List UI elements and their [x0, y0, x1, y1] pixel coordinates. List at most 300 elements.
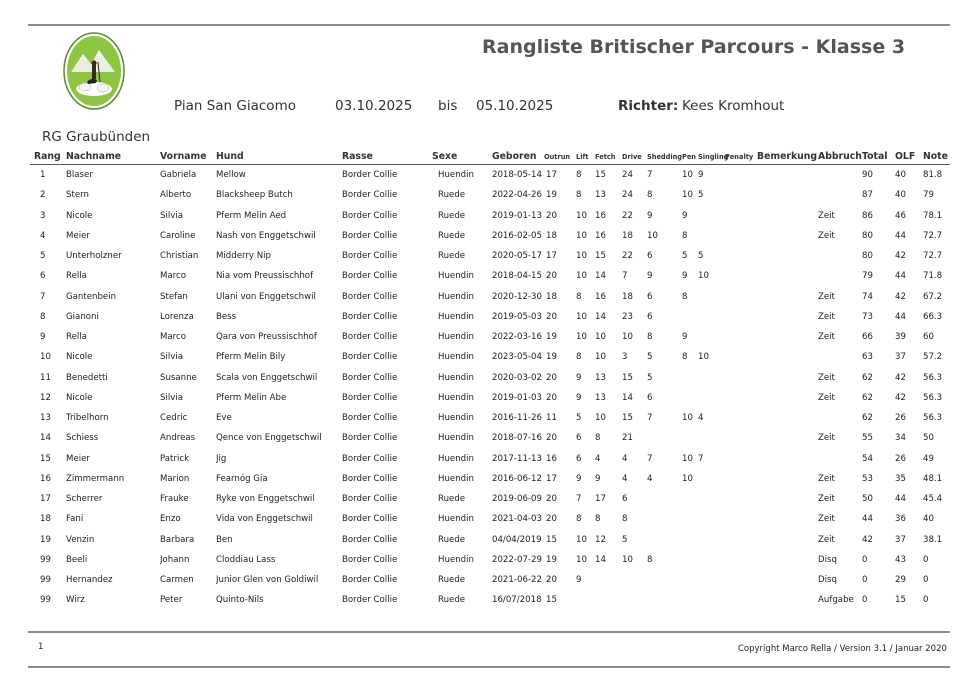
cell-sexe: Ruede — [438, 575, 466, 586]
cell-sexe: Huendin — [438, 372, 474, 383]
cell-pen: 8 — [682, 291, 688, 302]
cell-note: 40 — [923, 514, 934, 525]
cell-rasse: Border Collie — [342, 392, 398, 403]
event-location: Pian San Giacomo — [174, 98, 296, 114]
cell-note: 0 — [923, 575, 929, 586]
cell-shedding: 9 — [647, 271, 653, 282]
cell-geboren: 2019-01-13 — [492, 210, 542, 221]
cell-note: 81.8 — [923, 170, 943, 181]
cell-singling: 10 — [698, 271, 709, 282]
cell-singling — [698, 307, 725, 327]
cell-vorname: Alberto — [160, 190, 192, 201]
cell-vorname: Silvia — [160, 210, 183, 221]
cell-shedding: 7 — [647, 170, 653, 181]
cell-rang: 8 — [40, 311, 46, 322]
cell-rasse: Border Collie — [342, 433, 398, 444]
cell-drive: 14 — [622, 392, 633, 403]
cell-fetch: 13 — [595, 372, 606, 383]
cell-olf: 42 — [895, 291, 906, 302]
cell-nachname: Nicole — [66, 352, 93, 363]
cell-sexe: Ruede — [438, 230, 466, 241]
cell-nachname: Blaser — [66, 170, 93, 181]
cell-abbruch: Zeit — [818, 291, 835, 302]
cell-rasse: Border Collie — [342, 210, 398, 221]
cell-hund: Ryke von Enggetschwil — [216, 494, 315, 505]
cell-rang: 11 — [40, 372, 51, 383]
cell-sexe: Huendin — [438, 291, 474, 302]
cell-singling — [698, 287, 725, 307]
cell-lift: 6 — [576, 433, 582, 444]
cell-penalty — [725, 428, 757, 448]
cell-fetch: 10 — [595, 413, 606, 424]
cell-hund: Jig — [216, 453, 227, 464]
cell-vorname: Silvia — [160, 352, 183, 363]
cell-outrun: 20 — [546, 392, 557, 403]
cell-hund: Pferm Melin Bily — [216, 352, 286, 363]
cell-penalty — [725, 307, 757, 327]
cell-lift: 10 — [576, 251, 587, 262]
cell-lift: 8 — [576, 170, 582, 181]
cell-note: 57.2 — [923, 352, 943, 363]
cell-bemerkung — [757, 469, 818, 489]
cell-outrun: 17 — [546, 473, 557, 484]
cell-penalty — [725, 287, 757, 307]
cell-drive: 4 — [622, 473, 628, 484]
col-geboren: Geboren — [492, 149, 544, 165]
cell-bemerkung — [757, 388, 818, 408]
cell-hund: Quinto-Nils — [216, 595, 264, 606]
cell-pen — [682, 428, 698, 448]
cell-sexe: Ruede — [438, 595, 466, 606]
cell-drive: 6 — [622, 494, 628, 505]
cell-outrun: 15 — [546, 534, 557, 545]
cell-outrun: 19 — [546, 332, 557, 343]
cell-pen — [682, 550, 698, 570]
table-row — [30, 266, 950, 286]
cell-lift: 9 — [576, 473, 582, 484]
table-row — [30, 570, 950, 590]
cell-pen — [682, 368, 698, 388]
cell-note: 78.1 — [923, 210, 943, 221]
cell-sexe: Huendin — [438, 514, 474, 525]
cell-lift: 8 — [576, 352, 582, 363]
col-pen: Pen — [682, 149, 698, 165]
cell-geboren: 2020-05-17 — [492, 251, 542, 262]
table-row — [30, 185, 950, 205]
cell-vorname: Peter — [160, 595, 183, 606]
col-sexe: Sexe — [432, 149, 492, 165]
cell-geboren: 2016-02-05 — [492, 230, 542, 241]
cell-hund: Pferm Melin Abe — [216, 392, 287, 403]
col-drive: Drive — [622, 149, 647, 165]
cell-penalty — [725, 530, 757, 550]
cell-olf: 44 — [895, 271, 906, 282]
col-singling: Singling — [698, 149, 725, 165]
cell-bemerkung — [757, 165, 818, 186]
cell-bemerkung — [757, 185, 818, 205]
cell-nachname: Beeli — [66, 554, 88, 565]
cell-hund: Pferm Melin Aed — [216, 210, 287, 221]
cell-fetch: 15 — [595, 251, 606, 262]
cell-total: 62 — [862, 392, 873, 403]
cell-note: 72.7 — [923, 251, 943, 262]
cell-bemerkung — [757, 530, 818, 550]
cell-note: 49 — [923, 453, 934, 464]
table-row — [30, 307, 950, 327]
cell-olf: 42 — [895, 392, 906, 403]
cell-drive — [622, 570, 647, 590]
cell-olf: 40 — [895, 170, 906, 181]
cell-rasse: Border Collie — [342, 554, 398, 565]
table-row — [30, 206, 950, 226]
cell-abbruch — [818, 408, 862, 428]
cell-note: 0 — [923, 554, 929, 565]
cell-bemerkung — [757, 327, 818, 347]
cell-olf: 40 — [895, 190, 906, 201]
cell-nachname: Gantenbein — [66, 291, 117, 302]
cell-nachname: Nicole — [66, 210, 93, 221]
cell-fetch: 10 — [595, 352, 606, 363]
cell-rang: 4 — [40, 230, 46, 241]
cell-penalty — [725, 590, 757, 610]
cell-outrun: 20 — [546, 514, 557, 525]
copyright: Copyright Marco Rella / Version 3.1 / Januar 2020 — [738, 644, 947, 654]
cell-singling — [698, 530, 725, 550]
cell-singling — [698, 489, 725, 509]
cell-fetch: 16 — [595, 291, 606, 302]
cell-outrun: 20 — [546, 311, 557, 322]
cell-drive: 24 — [622, 170, 633, 181]
col-rang: Rang — [30, 149, 66, 165]
cell-hund: Mellow — [216, 170, 246, 181]
cell-rang: 12 — [40, 392, 51, 403]
table-row — [30, 489, 950, 509]
cell-note: 0 — [923, 595, 929, 606]
cell-rang: 99 — [40, 575, 51, 586]
table-row — [30, 226, 950, 246]
cell-vorname: Stefan — [160, 291, 188, 302]
cell-pen — [682, 307, 698, 327]
cell-abbruch: Zeit — [818, 372, 835, 383]
cell-outrun: 19 — [546, 352, 557, 363]
cell-nachname: Nicole — [66, 392, 93, 403]
cell-nachname: Scherrer — [66, 494, 103, 505]
cell-penalty — [725, 266, 757, 286]
cell-abbruch: Aufgabe — [818, 595, 854, 606]
cell-total: 0 — [862, 554, 868, 565]
cell-sexe: Ruede — [438, 210, 466, 221]
cell-bemerkung — [757, 509, 818, 529]
cell-pen — [682, 509, 698, 529]
cell-pen — [682, 489, 698, 509]
cell-rang: 15 — [40, 453, 51, 464]
cell-singling — [698, 509, 725, 529]
table-row — [30, 469, 950, 489]
cell-singling — [698, 550, 725, 570]
cell-abbruch — [818, 185, 862, 205]
cell-hund: Cloddiau Lass — [216, 554, 276, 565]
cell-outrun: 17 — [546, 170, 557, 181]
cell-olf: 46 — [895, 210, 906, 221]
cell-abbruch — [818, 165, 862, 186]
cell-singling — [698, 206, 725, 226]
cell-vorname: Marco — [160, 271, 187, 282]
col-olf: OLF — [895, 149, 923, 165]
table-row — [30, 368, 950, 388]
cell-sexe: Huendin — [438, 413, 474, 424]
cell-geboren: 2021-06-22 — [492, 575, 542, 586]
cell-note: 60 — [923, 332, 934, 343]
cell-penalty — [725, 327, 757, 347]
cell-rasse: Border Collie — [342, 190, 398, 201]
cell-penalty — [725, 388, 757, 408]
cell-drive: 4 — [622, 453, 628, 464]
cell-drive: 15 — [622, 372, 633, 383]
cell-sexe: Huendin — [438, 271, 474, 282]
cell-total: 53 — [862, 473, 873, 484]
cell-drive: 10 — [622, 332, 633, 343]
cell-lift: 10 — [576, 230, 587, 241]
cell-singling: 7 — [698, 453, 704, 464]
cell-abbruch: Zeit — [818, 534, 835, 545]
cell-pen — [682, 570, 698, 590]
cell-rasse: Border Collie — [342, 291, 398, 302]
cell-olf: 37 — [895, 534, 906, 545]
cell-fetch: 8 — [595, 514, 601, 525]
cell-penalty — [725, 206, 757, 226]
cell-abbruch — [818, 266, 862, 286]
cell-shedding: 5 — [647, 352, 653, 363]
cell-shedding: 5 — [647, 372, 653, 383]
cell-note: 66.3 — [923, 311, 943, 322]
cell-rang: 6 — [40, 271, 46, 282]
cell-hund: Eve — [216, 413, 232, 424]
cell-drive: 18 — [622, 230, 633, 241]
cell-pen — [682, 388, 698, 408]
cell-geboren: 2019-05-03 — [492, 311, 542, 322]
cell-olf: 29 — [895, 575, 906, 586]
cell-singling — [698, 570, 725, 590]
cell-bemerkung — [757, 368, 818, 388]
cell-abbruch: Zeit — [818, 332, 835, 343]
cell-lift: 9 — [576, 372, 582, 383]
cell-rang: 7 — [40, 291, 46, 302]
cell-bemerkung — [757, 287, 818, 307]
cell-outrun: 15 — [546, 595, 557, 606]
cell-geboren: 2023-05-04 — [492, 352, 542, 363]
cell-shedding — [647, 428, 682, 448]
cell-fetch: 9 — [595, 473, 601, 484]
cell-shedding: 8 — [647, 190, 653, 201]
cell-lift: 10 — [576, 534, 587, 545]
bottom-rule — [28, 631, 950, 633]
cell-vorname: Barbara — [160, 534, 195, 545]
cell-outrun: 20 — [546, 372, 557, 383]
cell-bemerkung — [757, 266, 818, 286]
cell-total: 0 — [862, 575, 868, 586]
cell-drive: 21 — [622, 433, 633, 444]
cell-olf: 36 — [895, 514, 906, 525]
cell-rasse: Border Collie — [342, 514, 398, 525]
cell-abbruch: Zeit — [818, 433, 835, 444]
cell-rasse: Border Collie — [342, 494, 398, 505]
cell-geboren: 2016-11-26 — [492, 413, 542, 424]
cell-total: 66 — [862, 332, 873, 343]
cell-penalty — [725, 347, 757, 367]
cell-pen — [682, 590, 698, 610]
cell-olf: 43 — [895, 554, 906, 565]
cell-nachname: Rella — [66, 271, 87, 282]
cell-geboren: 2018-05-14 — [492, 170, 542, 181]
cell-penalty — [725, 570, 757, 590]
cell-penalty — [725, 509, 757, 529]
cell-hund: Scala von Enggetschwil — [216, 372, 318, 383]
results-table — [30, 149, 950, 611]
cell-note: 72.7 — [923, 230, 943, 241]
cell-hund: Midderry Nip — [216, 251, 272, 262]
cell-geboren: 2016-06-12 — [492, 473, 542, 484]
table-row — [30, 246, 950, 266]
cell-total: 63 — [862, 352, 873, 363]
table-row — [30, 165, 950, 186]
cell-abbruch: Zeit — [818, 230, 835, 241]
cell-outrun: 17 — [546, 251, 557, 262]
cell-geboren: 2022-07-29 — [492, 554, 542, 565]
cell-sexe: Huendin — [438, 453, 474, 464]
cell-total: 44 — [862, 514, 873, 525]
cell-drive: 15 — [622, 413, 633, 424]
cell-shedding: 8 — [647, 332, 653, 343]
cell-outrun: 19 — [546, 554, 557, 565]
cell-lift: 9 — [576, 392, 582, 403]
cell-total: 73 — [862, 311, 873, 322]
cell-sexe: Huendin — [438, 473, 474, 484]
col-lift: Lift — [576, 149, 595, 165]
cell-vorname: Andreas — [160, 433, 196, 444]
cell-nachname: Stern — [66, 190, 89, 201]
cell-outrun: 20 — [546, 433, 557, 444]
cell-abbruch: Zeit — [818, 311, 835, 322]
cell-vorname: Marion — [160, 473, 190, 484]
cell-rasse: Border Collie — [342, 413, 398, 424]
cell-lift: 10 — [576, 554, 587, 565]
cell-penalty — [725, 246, 757, 266]
cell-sexe: Huendin — [438, 170, 474, 181]
cell-drive: 22 — [622, 210, 633, 221]
cell-total: 42 — [862, 534, 873, 545]
cell-nachname: Zimmermann — [66, 473, 125, 484]
cell-geboren: 2018-07-16 — [492, 433, 542, 444]
cell-pen: 8 — [682, 230, 688, 241]
cell-singling — [698, 590, 725, 610]
cell-hund: Qence von Enggetschwil — [216, 433, 322, 444]
cell-fetch: 10 — [595, 332, 606, 343]
cell-vorname: Carmen — [160, 575, 194, 586]
cell-lift: 8 — [576, 190, 582, 201]
cell-olf: 26 — [895, 413, 906, 424]
cell-lift: 7 — [576, 494, 582, 505]
cell-singling — [698, 368, 725, 388]
cell-abbruch: Zeit — [818, 473, 835, 484]
cell-drive: 7 — [622, 271, 628, 282]
cell-vorname: Frauke — [160, 494, 189, 505]
cell-vorname: Gabriela — [160, 170, 197, 181]
cell-shedding: 7 — [647, 413, 653, 424]
cell-vorname: Marco — [160, 332, 187, 343]
cell-lift: 6 — [576, 453, 582, 464]
cell-rasse: Border Collie — [342, 595, 398, 606]
cell-vorname: Enzo — [160, 514, 181, 525]
col-nachname: Nachname — [66, 149, 160, 165]
cell-rasse: Border Collie — [342, 170, 398, 181]
cell-fetch: 13 — [595, 190, 606, 201]
cell-lift: 5 — [576, 413, 582, 424]
cell-bemerkung — [757, 570, 818, 590]
col-shedding: Shedding — [647, 149, 682, 165]
cell-nachname: Schiess — [66, 433, 99, 444]
col-outrun: Outrun — [544, 149, 576, 165]
cell-pen: 9 — [682, 271, 688, 282]
cell-vorname: Christian — [160, 251, 199, 262]
cell-penalty — [725, 469, 757, 489]
cell-total: 62 — [862, 372, 873, 383]
cell-outrun: 19 — [546, 190, 557, 201]
cell-fetch: 14 — [595, 271, 606, 282]
cell-vorname: Silvia — [160, 392, 183, 403]
cell-abbruch — [818, 246, 862, 266]
cell-rang: 5 — [40, 251, 46, 262]
cell-hund: Nash von Enggetschwil — [216, 230, 316, 241]
cell-total: 74 — [862, 291, 873, 302]
cell-singling: 9 — [698, 170, 704, 181]
cell-lift: 8 — [576, 514, 582, 525]
cell-bemerkung — [757, 550, 818, 570]
cell-total: 62 — [862, 413, 873, 424]
cell-nachname: Fani — [66, 514, 84, 525]
cell-geboren: 16/07/2018 — [492, 595, 542, 606]
cell-total: 86 — [862, 210, 873, 221]
cell-penalty — [725, 185, 757, 205]
cell-geboren: 2021-04-03 — [492, 514, 542, 525]
cell-drive: 23 — [622, 311, 633, 322]
cell-sexe: Huendin — [438, 352, 474, 363]
cell-fetch: 16 — [595, 210, 606, 221]
cell-fetch: 8 — [595, 433, 601, 444]
cell-olf: 44 — [895, 230, 906, 241]
table-row — [30, 428, 950, 448]
cell-rang: 16 — [40, 473, 51, 484]
cell-sexe: Huendin — [438, 392, 474, 403]
cell-rasse: Border Collie — [342, 372, 398, 383]
cell-total: 87 — [862, 190, 873, 201]
cell-outrun: 20 — [546, 575, 557, 586]
cell-pen: 10 — [682, 413, 693, 424]
cell-abbruch: Disq — [818, 575, 837, 586]
cell-penalty — [725, 368, 757, 388]
cell-vorname: Cedric — [160, 413, 188, 424]
cell-shedding: 6 — [647, 311, 653, 322]
cell-hund: Vida von Enggetschwil — [216, 514, 313, 525]
cell-rasse: Border Collie — [342, 473, 398, 484]
cell-sexe: Huendin — [438, 554, 474, 565]
cell-rang: 17 — [40, 494, 51, 505]
cell-sexe: Huendin — [438, 332, 474, 343]
cell-geboren: 04/04/2019 — [492, 534, 542, 545]
table-row — [30, 408, 950, 428]
table-row — [30, 530, 950, 550]
cell-rang: 10 — [40, 352, 51, 363]
cell-olf: 26 — [895, 453, 906, 464]
